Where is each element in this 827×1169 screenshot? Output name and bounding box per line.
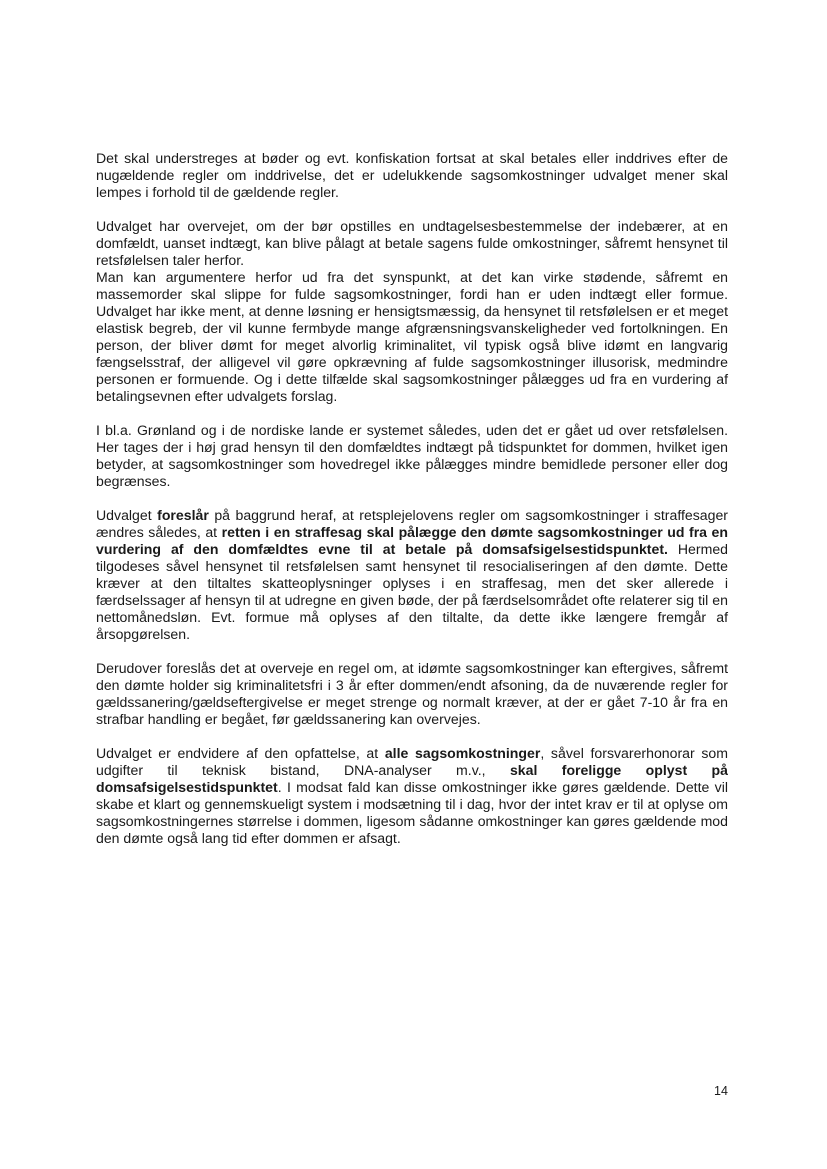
body-paragraph [96,218,728,269]
emphasized-text: foreslår [157,507,209,523]
paragraph-text: Derudover foreslås det at overveje en regel om, at idømte sagsomkostninger kan eftergives, såfremt den dømte holder sig kriminalitetsfri i 3 år efter dommen/endt afsoning, da de nuværende regler for gældssanering/gældseftergivelse er meget strenge og normalt kræver, at der er gået 7-10 år fra en strafbar handling er begået, før gældssanering kan overvejes. [96,660,728,727]
paragraph-text: Hermed tilgodeses såvel hensynet til retsfølelsen samt hensynet til resocialiseringen af den dømte. Dette kræver at den tiltaltes skatteoplysninger oplyses i en straffesag, men det sker allerede i færdselssager af hensyn til at udregne en given bøde, der på færdselsområdet ofte relaterer sig til en nettomånedsløn. Evt. formue må oplyses af den tiltalte, da dette ikke længere fremgår af årsopgørelsen. [96,541,729,642]
paragraph-text: I bl.a. Grønland og i de nordiske lande er systemet således, uden det er gået ud over retsfølelsen. Her tages der i høj grad hensyn til den domfældtes indtægt på tidspunktet for dommen, hvilket igen betyder, at sagsomkostninger som hovedregel ikke pålægges mindre bemidlede personer eller dog begrænses. [96,422,728,489]
emphasized-text: skal foreligge oplyst på domsafsigelsestidspunktet [96,762,728,795]
paragraph-text: , såvel forsvarerhonorar som udgifter til teknisk bistand, DNA-analyser m.v., [96,745,728,778]
emphasized-text: alle sagsomkostninger [384,745,541,761]
paragraph-text: Det skal understreges at bøder og evt. konfiskation fortsat at skal betales eller inddrives efter de nugældende regler om inddrivelse, det er udelukkende sagsomkostninger udvalget mener skal lempes i forhold til de gældende regler. [96,150,728,200]
body-paragraph [96,660,728,728]
paragraph-text: på baggrund heraf, at retsplejelovens regler om sagsomkostninger i straffesager ændres således, at [96,507,729,540]
body-paragraph [96,269,728,405]
document-body [96,150,728,864]
body-paragraph [96,422,728,490]
body-paragraph [96,507,728,643]
paragraph-text: Udvalget har overvejet, om der bør opstilles en undtagelsesbestemmelse der indebærer, at en domfældt, uanset indtægt, kan blive pålagt at betale sagens fulde omkostninger, såfremt hensynet til retsfølelsen taler herfor. [96,218,728,268]
body-paragraph [96,745,728,847]
emphasized-text: retten i en straffesag skal pålægge den dømte sagsomkostninger ud fra en vurdering af den domfældtes evne til at betale på domsafsigelsestidspunktet. [96,524,728,557]
paragraph-text: Udvalget er endvidere af den opfattelse, at [96,745,385,761]
body-paragraph [96,150,728,201]
paragraph-text: Man kan argumentere herfor ud fra det synspunkt, at det kan virke stødende, såfremt en massemorder skal slippe for fulde sagsomkostninger, fordi han er uden indtægt eller formue. Udvalget har ikke ment, at denne løsning er hensigtsmæssig, da hensynet til retsfølelsen er et meget elastisk begreb, der vil kunne fermbyde mange afgrænsningsvanskeligheder ved fortolkningen. En person, der bliver dømt for meget alvorlig kriminalitet, vil typisk også blive idømt en langvarig fængselsstraf, der alligevel vil gøre opkrævning af fulde sagsomkostninger illusorisk, medmindre personen er formuende. Og i dette tilfælde skal sagsomkostninger pålægges ud fra en vurdering af betalingsevnen efter udvalgets forslag. [96,269,728,404]
paragraph-text: Udvalget [96,507,158,523]
paragraph-text: . I modsat fald kan disse omkostninger ikke gøres gældende. Dette vil skabe et klart og gennemskueligt system i modsætning til i dag, hvor der intet krav er til at oplyse om sagsomkostningernes størrelse i dommen, ligesom sådanne omkostninger kan gøres gældende mod den dømte også lang tid efter dommen er afsagt. [96,779,728,846]
page-number: 14 [714,1084,728,1098]
